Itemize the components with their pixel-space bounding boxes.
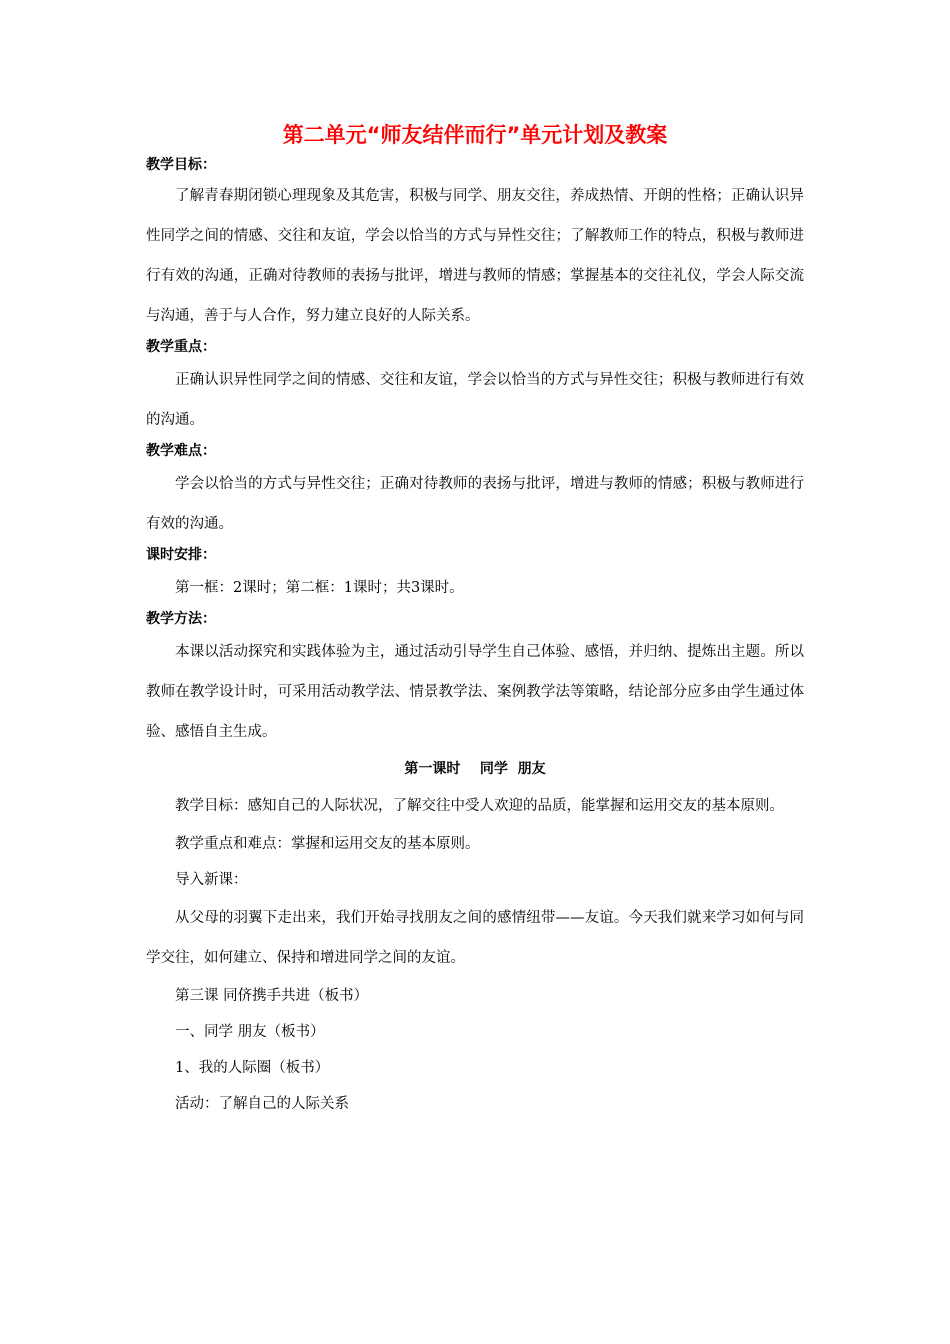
lesson-title: 第一课时 同学 朋友 bbox=[404, 761, 546, 777]
section-text-objectives: 了解青春期闭锁心理现象及其危害，积极与同学、朋友交往，养成热情、开朗的性格；正确认识异性同学之间的情感、交往和友谊，学会以恰当的方式与异性交往；了解教师工作的特点，积极与教师进行有效的沟通，正确对待教师的表扬与批评，增进与教师的情感；掌握基本的交往礼仪，学会人际交流与沟通，善于与人合作，努力建立良好的人际关系。 bbox=[146, 188, 804, 324]
lesson-board-1: 第三课 同侪携手共进（板书） bbox=[175, 988, 369, 1004]
section-heading-objectives: 教学目标： bbox=[146, 157, 216, 173]
lesson-intro-text: 从父母的羽翼下走出来，我们开始寻找朋友之间的感情纽带——友谊。今天我们就来学习如何与同学交往，如何建立、保持和增进同学之间的友谊。 bbox=[146, 910, 804, 966]
lesson-objective: 教学目标：感知自己的人际状况，了解交往中受人欢迎的品质，能掌握和运用交友的基本原则。 bbox=[175, 798, 784, 814]
section-heading-key-points: 教学重点： bbox=[146, 339, 216, 355]
document-page bbox=[146, 118, 804, 1122]
section-text-schedule: 第一框：2课时；第二框：1课时；共3课时。 bbox=[175, 580, 464, 596]
lesson-activity: 活动：了解自己的人际关系 bbox=[175, 1096, 349, 1112]
lesson-key-points: 教学重点和难点：掌握和运用交友的基本原则。 bbox=[175, 836, 480, 852]
lesson-board-2: 一、同学 朋友（板书） bbox=[175, 1024, 325, 1040]
section-heading-methods: 教学方法： bbox=[146, 611, 216, 627]
lesson-board-3: 1、我的人际圈（板书） bbox=[175, 1060, 330, 1076]
section-heading-schedule: 课时安排： bbox=[146, 547, 216, 563]
lesson-intro-label: 导入新课： bbox=[175, 872, 248, 888]
section-text-methods: 本课以活动探究和实践体验为主，通过活动引导学生自己体验、感悟，并归纳、提炼出主题。所以教师在教学设计时，可采用活动教学法、情景教学法、案例教学法等策略，结论部分应多由学生通过体验、感悟自主生成。 bbox=[146, 644, 804, 740]
document-title: 第二单元“师友结伴而行”单元计划及教案 bbox=[282, 123, 668, 147]
section-text-key-points: 正确认识异性同学之间的情感、交往和友谊，学会以恰当的方式与异性交往；积极与教师进行有效的沟通。 bbox=[146, 372, 804, 428]
section-heading-difficulties: 教学难点： bbox=[146, 443, 216, 459]
section-text-difficulties: 学会以恰当的方式与异性交往；正确对待教师的表扬与批评，增进与教师的情感；积极与教师进行有效的沟通。 bbox=[146, 476, 804, 532]
